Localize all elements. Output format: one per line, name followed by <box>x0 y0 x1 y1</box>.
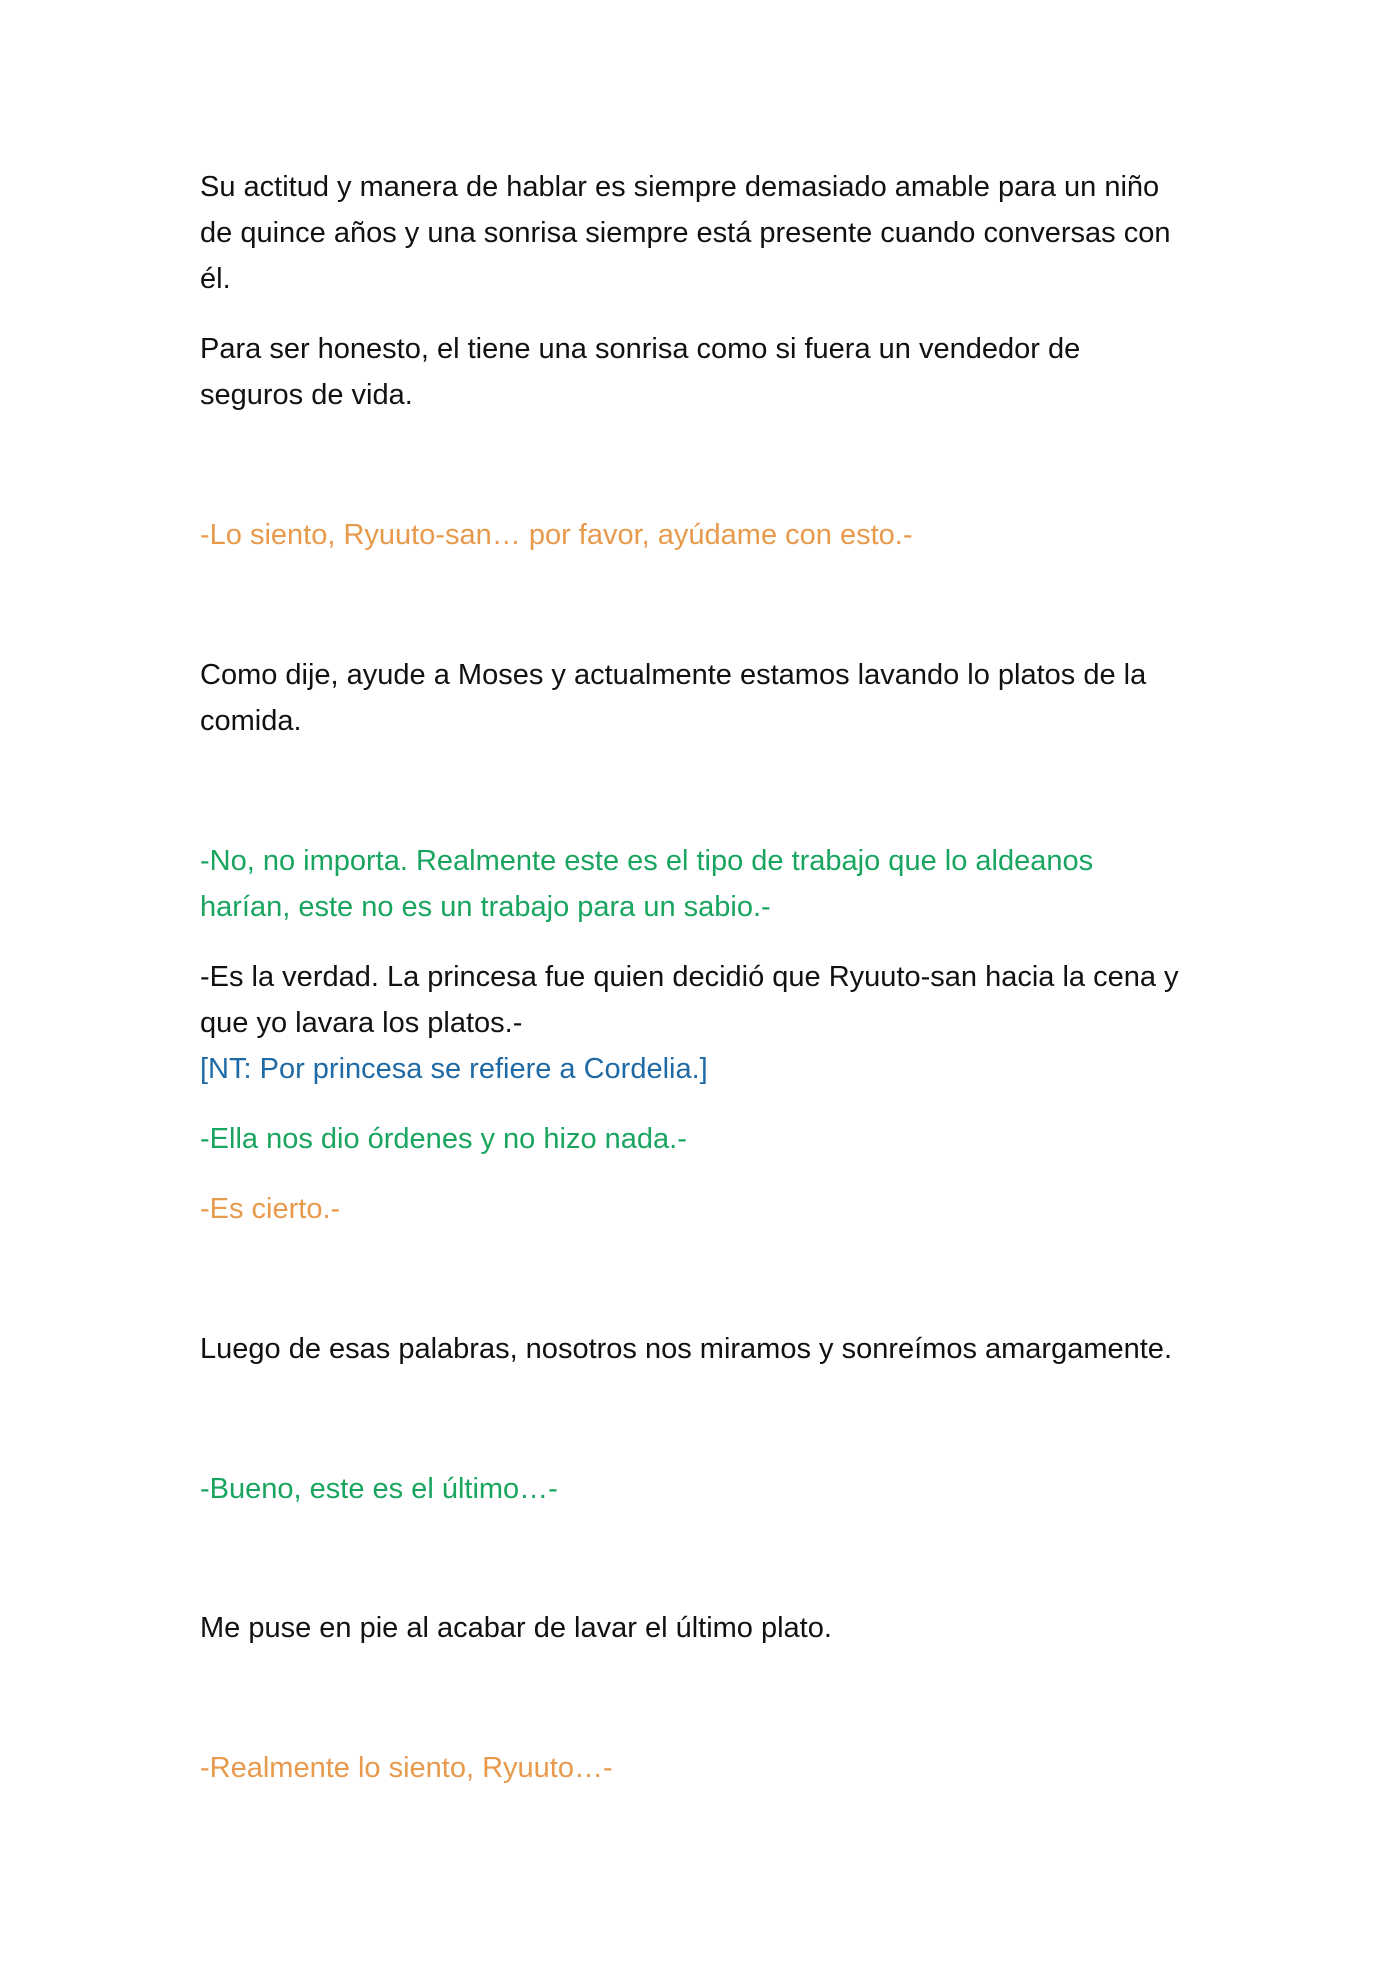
text-line: Me puse en pie al acabar de lavar el último plato. <box>200 1612 832 1644</box>
text-line: -Ella nos dio órdenes y no hizo nada.- <box>200 1123 687 1155</box>
text-line: Luego de esas palabras, nosotros nos miramos y sonreímos amargamente. <box>200 1333 1172 1365</box>
paragraph-narration-5 <box>200 1605 1210 1651</box>
paragraph-narration-2 <box>200 326 1210 418</box>
text-line: -Bueno, este es el último…- <box>200 1473 558 1505</box>
paragraph-narration-3 <box>200 652 1210 744</box>
text-line: harían, este no es un trabajo para un sabio.- <box>200 891 771 923</box>
text-line: Para ser honesto, el tiene una sonrisa como si fuera un vendedor de <box>200 333 1081 365</box>
dialogue-line-orange-3 <box>200 1745 1210 1791</box>
text-line: comida. <box>200 705 302 737</box>
text-line: que yo lavara los platos.- <box>200 1007 523 1039</box>
text-line: -Es la verdad. La princesa fue quien decidió que Ryuuto-san hacia la cena y <box>200 961 1179 993</box>
text-line: de quince años y una sonrisa siempre está presente cuando conversas con <box>200 217 1171 249</box>
paragraph-narration-1 <box>200 164 1210 302</box>
dialogue-line-orange-1 <box>200 512 1210 558</box>
dialogue-line-green-3 <box>200 1466 1210 1512</box>
text-line: Como dije, ayude a Moses y actualmente estamos lavando lo platos de la <box>200 659 1147 691</box>
text-line: Su actitud y manera de hablar es siempre demasiado amable para un niño <box>200 171 1160 203</box>
dialogue-line-orange-2 <box>200 1186 1210 1232</box>
dialogue-line-narration <box>200 954 1210 1046</box>
text-line: -Realmente lo siento, Ryuuto…- <box>200 1752 613 1784</box>
text-line: -Es cierto.- <box>200 1193 341 1225</box>
dialogue-line-green-2 <box>200 1116 1210 1162</box>
dialogue-line-green-1 <box>200 838 1210 930</box>
text-line: -Lo siento, Ryuuto-san… por favor, ayúdame con esto.- <box>200 519 913 551</box>
text-line: [NT: Por princesa se refiere a Cordelia.] <box>200 1053 708 1085</box>
paragraph-narration-4 <box>200 1326 1210 1372</box>
text-line: él. <box>200 263 231 295</box>
translator-note <box>200 1046 1210 1092</box>
text-line: -No, no importa. Realmente este es el tipo de trabajo que lo aldeanos <box>200 845 1094 877</box>
text-line: seguros de vida. <box>200 379 413 411</box>
